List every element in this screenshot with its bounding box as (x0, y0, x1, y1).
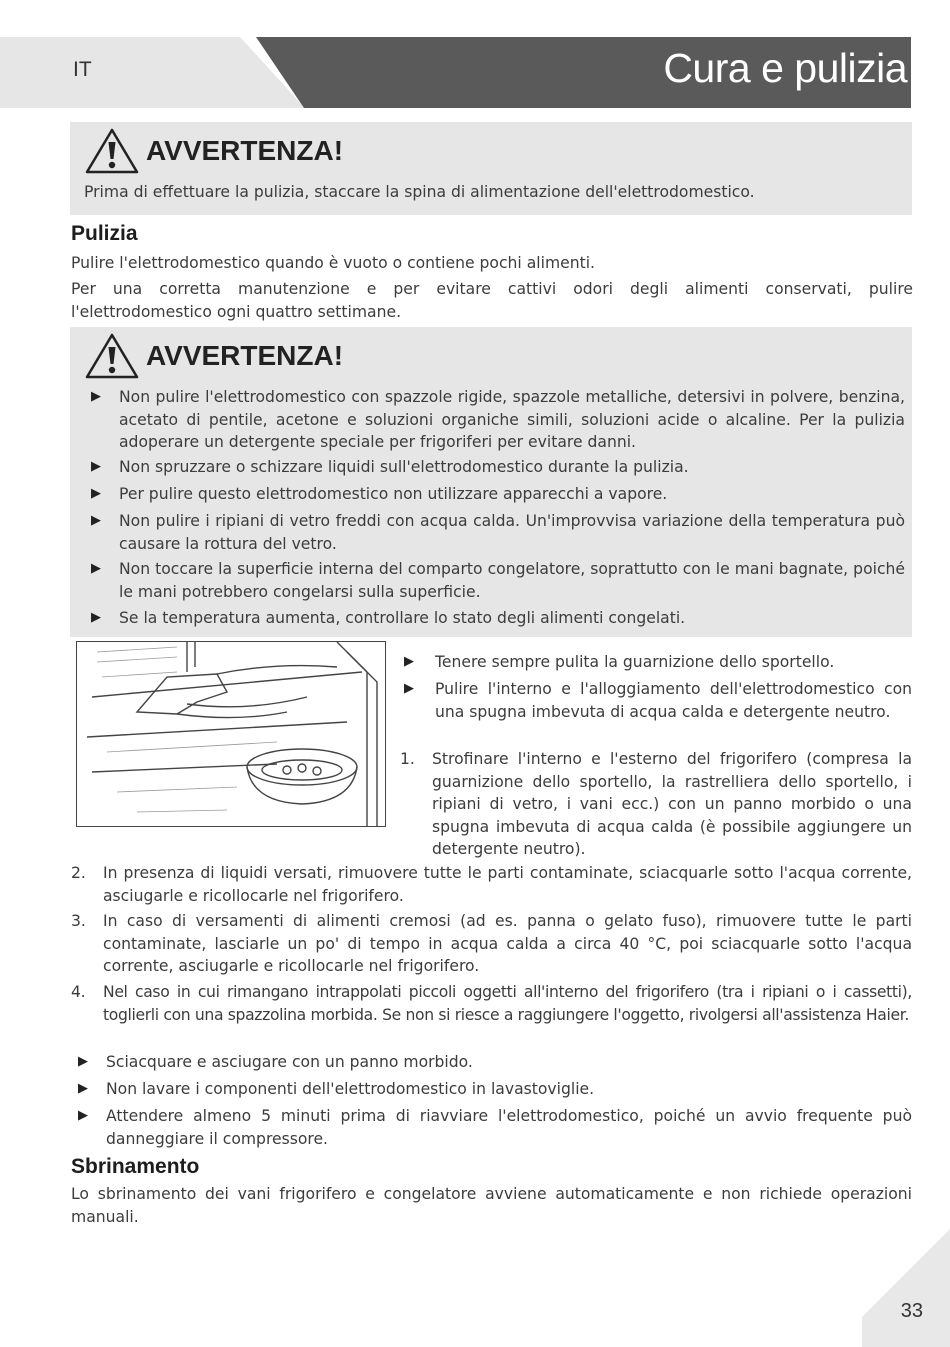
triangle-bullet-icon: ▶ (78, 1054, 88, 1069)
section-heading-sbrinamento: Sbrinamento (71, 1155, 200, 1178)
warning-item: ▶ Per pulire questo elettrodomestico non utilizzare apparecchi a vapore. (91, 483, 905, 506)
triangle-bullet-icon: ▶ (91, 459, 101, 474)
step-item: 2. In presenza di liquidi versati, rimuovere tutte le parti contaminate, sciacquarle sotto l'acqua corrente, asciugarle e ricollocarle nel frigorifero. (71, 864, 912, 905)
triangle-bullet-icon: ▶ (404, 654, 414, 669)
warning-item: ▶ Se la temperatura aumenta, controllare lo stato degli alimenti congelati. (91, 607, 905, 630)
warning-item: ▶ Non toccare la superficie interna del comparto congelatore, soprattutto con le mani bagnate, poiché le mani potrebbero congelarsi sulla superficie. (91, 558, 905, 603)
cleaning-illustration (76, 641, 386, 827)
triangle-bullet-icon: ▶ (91, 561, 101, 576)
tip-item: ▶ Pulire l'interno e l'alloggiamento dell'elettrodomestico con una spugna imbevuta di acqua calda e detergente neutro. (404, 678, 912, 723)
warning-header-2 (84, 332, 343, 380)
warning-header-1 (84, 127, 343, 175)
page-title: Cura e pulizia (663, 45, 907, 91)
triangle-bullet-icon: ▶ (78, 1108, 88, 1123)
fridge-cleaning-drawing (77, 642, 386, 827)
step-item: 3. In caso di versamenti di alimenti cremosi (ad es. panna o gelato fuso), rimuovere tutte le parti contaminate, lasciarle un po' di tempo in acqua calda a circa 40 °C, poi sciacquarle sotto l'acqua corrente, asciugarle e ricollocarle nel frigorifero. (71, 912, 912, 975)
defrost-paragraph: Lo sbrinamento dei vani frigorifero e congelatore avviene automaticamente e non richiede operazioni manuali. (71, 1185, 912, 1226)
page-number: 33 (900, 1300, 923, 1322)
triangle-bullet-icon: ▶ (78, 1081, 88, 1096)
triangle-bullet-icon: ▶ (91, 486, 101, 501)
warning-title-2: AVVERTENZA! (146, 340, 344, 371)
warning-triangle-icon (84, 332, 140, 380)
section-heading-pulizia: Pulizia (71, 222, 138, 245)
language-tab (0, 37, 305, 108)
triangle-bullet-icon: ▶ (91, 513, 101, 528)
warning-text-1: Prima di effettuare la pulizia, staccare la spina di alimentazione dell'elettrodomestico. (84, 183, 755, 201)
language-label: IT (73, 58, 92, 81)
final-bullet-item: ▶ Attendere almeno 5 minuti prima di riavviare l'elettrodomestico, poiché un avvio frequente può danneggiare il compressore. (78, 1105, 912, 1150)
warning-item: ▶ Non pulire l'elettrodomestico con spazzole rigide, spazzole metalliche, detersivi in polvere, benzina, acetato di pentile, acetone e soluzioni organiche simili, soluzioni acide o alcaline. Per la pulizia adoperare un detergente speciale per frigoriferi per evitare danni. (91, 386, 905, 454)
tip-item: ▶ Tenere sempre pulita la guarnizione dello sportello. (404, 651, 912, 674)
final-bullet-item: ▶ Non lavare i componenti dell'elettrodomestico in lavastoviglie. (78, 1078, 912, 1101)
final-bullet-item: ▶ Sciacquare e asciugare con un panno morbido. (78, 1051, 912, 1074)
cleaning-paragraph-1: Pulire l'elettrodomestico quando è vuoto o contiene pochi alimenti. (71, 254, 596, 272)
warning-triangle-icon (84, 127, 140, 175)
warning-item: ▶ Non spruzzare o schizzare liquidi sull'elettrodomestico durante la pulizia. (91, 456, 905, 479)
warning-title-1: AVVERTENZA! (146, 135, 344, 166)
cleaning-paragraph-2: Per una corretta manutenzione e per evitare cattivi odori degli alimenti conservati, pulire l'elettrodomestico ogni quattro settimane. (71, 280, 913, 321)
step-item: 1. Strofinare l'interno e l'esterno del frigorifero (compresa la guarnizione dello sportello, la rastrelliera dello sportello, i ripiani di vetro, i vani ecc.) con un panno morbido o una spugna imbevuta di acqua calda (è possibile aggiungere un detergente neutro). (400, 750, 912, 858)
triangle-bullet-icon: ▶ (91, 389, 101, 404)
triangle-bullet-icon: ▶ (91, 610, 101, 625)
page-corner (862, 1229, 950, 1347)
step-item: 4. Nel caso in cui rimangano intrappolati piccoli oggetti all'interno del frigorifero (tra i ripiani o i cassetti), toglierli con una spazzolina morbida. Se non si riesce a raggiungere l'oggetto, rivolgersi all'assistenza Haier. (71, 983, 912, 1024)
warning-item: ▶ Non pulire i ripiani di vetro freddi con acqua calda. Un'improvvisa variazione della temperatura può causare la rottura del vetro. (91, 510, 905, 555)
triangle-bullet-icon: ▶ (404, 681, 414, 696)
